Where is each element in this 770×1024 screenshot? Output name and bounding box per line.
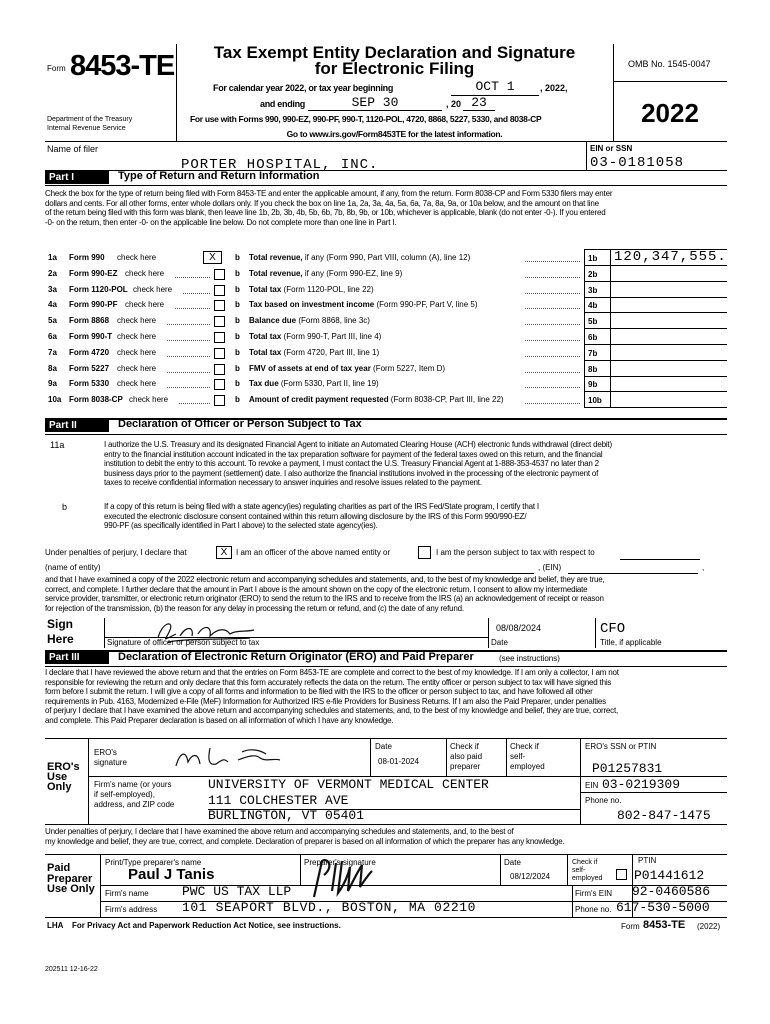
part-2-badge: Part II bbox=[45, 419, 109, 432]
line-7a-b-leader bbox=[525, 356, 580, 357]
irs-link-text[interactable]: Go to www.irs.gov/Form8453TE for the latest information. bbox=[286, 129, 503, 139]
line-7a-check-label: check here bbox=[117, 347, 157, 357]
ero-ptin-field[interactable]: P01257831 bbox=[592, 761, 663, 776]
paid-preparer-label: Paid Preparer Use Only bbox=[47, 862, 95, 895]
line-9a-b-source: (Form 5330, Part II, line 19) bbox=[278, 379, 379, 389]
ptin-label: PTIN bbox=[638, 856, 657, 865]
see-instructions: (see instructions) bbox=[499, 654, 560, 663]
check-self-employed-ero[interactable]: Check if self- employed bbox=[510, 742, 545, 771]
ein-label: EIN or SSN bbox=[590, 144, 633, 153]
ero-phone-label: Phone no. bbox=[585, 796, 622, 805]
line-1b-code: 1b bbox=[588, 254, 598, 263]
line-2a-b-label: Total revenue, bbox=[249, 268, 303, 278]
calendar-year-text: For calendar year 2022, or tax year beginning bbox=[213, 83, 394, 93]
line-2a-b-source: if any (Form 990-EZ, line 9) bbox=[302, 268, 403, 278]
preparer-self-employed-box[interactable] bbox=[616, 869, 627, 880]
line-6a-b-label: Total tax bbox=[249, 332, 282, 341]
line-3a-checkbox[interactable] bbox=[214, 285, 225, 296]
line-5a-form: Form 8868 bbox=[69, 316, 110, 326]
line-11b-number: b bbox=[62, 502, 68, 512]
ero-ein-label: EIN bbox=[585, 781, 599, 790]
line-6a-check-label: check here bbox=[117, 332, 157, 341]
line-10a-b-leader bbox=[525, 403, 580, 404]
line-2a-checkbox[interactable] bbox=[214, 269, 225, 280]
line-1b-underline bbox=[584, 265, 727, 266]
tax-year-end-year-field[interactable]: 23 bbox=[471, 95, 487, 110]
preparer-firm-ein-field[interactable]: 92-0460586 bbox=[632, 884, 711, 899]
footer-form-number: 8453-TE bbox=[643, 919, 686, 931]
line-11b-text: If a copy of this return is being filed with a state agency(ies) regulating charities as part of the IRS Fed/State program, I certify that I executed the electronic disclosure consent contained within this return allowing disclosure by the IRS of this Form 990/990-EZ/ 990-PF (as specifically identified in Part I above) to the selected state agency(ies). bbox=[104, 502, 539, 531]
here-label: Here bbox=[47, 632, 74, 646]
line-5b-code: 5b bbox=[588, 317, 598, 327]
line-7b-underline bbox=[584, 360, 727, 361]
officer-date-field[interactable]: 08/08/2024 bbox=[496, 623, 542, 633]
line-4a-b-source: (Form 990-PF, Part V, line 5) bbox=[374, 300, 478, 310]
check-also-paid-preparer[interactable]: Check if also paid preparer bbox=[450, 742, 483, 771]
line-7a-number: 7a bbox=[48, 347, 57, 357]
line-6a-number: 6a bbox=[48, 332, 57, 341]
line-5a-number: 5a bbox=[48, 316, 57, 326]
ero-ssn-label: ERO's SSN or PTIN bbox=[585, 742, 657, 751]
line-9b-underline bbox=[584, 391, 727, 392]
line-8a-b-source: (Form 5227, Item D) bbox=[370, 363, 446, 373]
line-8a-check-label: check here bbox=[117, 363, 157, 373]
line-5a-b-letter: b bbox=[235, 316, 240, 326]
line-8a-number: 8a bbox=[48, 363, 57, 373]
ein-paren-label: , (EIN) bbox=[538, 563, 562, 572]
line-3b-underline bbox=[584, 297, 727, 298]
line-5a-leader bbox=[167, 324, 210, 325]
line-9a-b-description bbox=[249, 379, 379, 388]
signature-label: Signature of officer or person subject to tax bbox=[107, 638, 260, 647]
preparer-self-employed-check[interactable]: Check if self- employed bbox=[572, 859, 603, 882]
line-6a-b-leader bbox=[525, 340, 580, 341]
irs-label: Internal Revenue Service bbox=[47, 125, 126, 132]
line-9a-checkbox[interactable] bbox=[214, 379, 225, 390]
line-5a-checkbox[interactable] bbox=[214, 316, 225, 327]
footer-form-year: (2022) bbox=[697, 922, 721, 931]
preparer-signature[interactable] bbox=[308, 855, 388, 901]
line-1a-b-source: if any (Form 990, Part VIII, column (A), line 12) bbox=[302, 253, 471, 262]
form-title-line2: for Electronic Filing bbox=[314, 59, 475, 78]
preparer-firm-name-field[interactable]: PWC US TAX LLP bbox=[182, 884, 292, 899]
line-7a-checkbox[interactable] bbox=[214, 348, 225, 359]
line-4a-checkbox[interactable] bbox=[214, 300, 225, 311]
line-8a-b-letter: b bbox=[235, 363, 240, 373]
line-10a-form: Form 8038-CP bbox=[69, 395, 123, 405]
preparer-name-field[interactable]: Paul J Tanis bbox=[128, 866, 215, 883]
line-8a-b-leader bbox=[525, 372, 580, 373]
line-1a-form: Form 990 bbox=[69, 253, 105, 262]
entity-line-right bbox=[620, 559, 700, 560]
preparer-signature-label: Preparer's signature bbox=[304, 858, 376, 867]
line-8a-checkbox[interactable] bbox=[214, 364, 225, 375]
line-2a-leader bbox=[175, 277, 210, 278]
name-of-filer-label: Name of filer bbox=[47, 144, 99, 154]
part-3-title: Declaration of Electronic Return Originator (ERO) and Paid Preparer bbox=[118, 651, 474, 663]
line-11a-number: 11a bbox=[50, 440, 65, 450]
line-4a-b-description bbox=[249, 300, 478, 309]
tax-year-large: 2022 bbox=[641, 98, 699, 128]
ero-declaration: I declare that I have reviewed the above return and that the entries on Form 8453-TE are complete and correct to the best of my knowledge. If I am only a collector, I am not responsible for reviewing the return and only declare that this form accurately reflects the data on the return. The entity officer or person subject to tax will have signed this form before I submit the return. I will give a copy of all forms and information to be filed with the IRS to the officer or person subject to tax, and have followed all other requirements in Pub. 4163, Modernized e-File (MeF) Information for Authorized IRS e-file Providers for Business Returns. If I am also the Paid Preparer, under penalties of perjury I declare that I have examined the above return and accompanying schedules and statements, and, to the best of my knowledge and belief, they are true, correct, and complete. This Paid Preparer declaration is based on all information of which I have any knowledge. bbox=[45, 668, 619, 725]
line-6a-checkbox[interactable] bbox=[214, 332, 225, 343]
line-6b-code: 6b bbox=[588, 333, 598, 342]
line-1b-amount-field[interactable]: 120,347,555. bbox=[614, 249, 727, 265]
line-3b-code: 3b bbox=[588, 285, 598, 295]
line-5b-underline bbox=[584, 328, 727, 329]
line-3a-b-source: (Form 1120-POL, line 22) bbox=[281, 284, 374, 294]
line-8a-b-label: FMV of assets at end of tax year bbox=[249, 363, 371, 373]
line-4a-leader bbox=[175, 308, 210, 309]
line-2a-form: Form 990-EZ bbox=[69, 268, 118, 278]
line-9a-form: Form 5330 bbox=[69, 379, 110, 389]
line-4a-form: Form 990-PF bbox=[69, 300, 118, 310]
preparer-date-field[interactable]: 08/12/2024 bbox=[510, 872, 551, 881]
line-10a-b-source: (Form 8038-CP, Part III, line 22) bbox=[388, 395, 504, 405]
ero-use-only-label: ERO's Use Only bbox=[47, 761, 80, 793]
ero-date-label: Date bbox=[375, 742, 392, 751]
subject-to-tax-checkbox[interactable] bbox=[418, 546, 431, 559]
filer-name-field[interactable]: PORTER HOSPITAL, INC. bbox=[181, 157, 379, 173]
line-4a-number: 4a bbox=[48, 300, 57, 310]
line-4a-b-letter: b bbox=[235, 300, 240, 310]
line-6a-b-letter: b bbox=[235, 332, 240, 341]
officer-title-field[interactable]: CFO bbox=[600, 621, 626, 637]
filer-ein-field[interactable]: 03-0181058 bbox=[590, 155, 685, 171]
line-9a-b-label: Tax due bbox=[249, 379, 279, 389]
ero-firm-ein-field[interactable]: 03-0219309 bbox=[602, 777, 681, 792]
part-1-title: Type of Return and Return Information bbox=[118, 170, 320, 182]
line-9b-code: 9b bbox=[588, 380, 598, 390]
line-10a-number: 10a bbox=[48, 395, 62, 405]
line-8a-form: Form 5227 bbox=[69, 363, 110, 373]
line-2a-b-letter: b bbox=[235, 268, 240, 278]
part-2-title: Declaration of Officer or Person Subject to Tax bbox=[118, 418, 362, 430]
line-6a-leader bbox=[167, 340, 210, 341]
line-7a-form: Form 4720 bbox=[69, 347, 110, 357]
line-3a-b-leader bbox=[525, 293, 580, 294]
line-6a-b-source: (Form 990-T, Part III, line 4) bbox=[281, 332, 382, 341]
officer-checkbox[interactable]: X bbox=[216, 546, 232, 559]
officer-declaration: and that I have examined a copy of the 2022 electronic return and accompanying schedules and statements, and, to the best of my knowledge and belief, they are true, correct, and complete. I further declare that the amount in Part I above is the amount shown on the copy of the electronic return. I consent to allow my intermediate service provider, transmitter, or electronic return originator (ERO) to send the return to the IRS and to receive from the IRS (a) an acknowledgement of receipt or reason for rejection of the transmission, (b) the reason for any delay in processing the return or refund, and (c) the date of any refund. bbox=[45, 575, 605, 613]
line-6a-b-description bbox=[249, 332, 381, 341]
line-3a-b-label: Total tax bbox=[249, 284, 282, 294]
line-3a-b-description bbox=[249, 285, 374, 294]
dept-treasury: Department of the Treasury bbox=[47, 116, 133, 123]
ero-signature-label: ERO's signature bbox=[94, 748, 127, 767]
name-of-entity-label: (name of entity) bbox=[45, 563, 101, 572]
firm-address-label: Firm's address bbox=[105, 905, 158, 914]
preparer-penalties: Under penalties of perjury, I declare that I have examined the above return and accompanying schedules and statements, and, to the best of my knowledge and belief, they are true, correct, and complete. Declaration of preparer is based on all information of which the preparer has any knowledge. bbox=[45, 827, 565, 846]
line-10a-b-label: Amount of credit payment requested bbox=[249, 395, 389, 405]
line-8b-underline bbox=[584, 376, 727, 377]
line-2a-b-description bbox=[249, 269, 402, 278]
line-1a-check-label: check here bbox=[117, 253, 157, 262]
part-3-badge: Part III bbox=[45, 651, 109, 664]
line-6a-form: Form 990-T bbox=[69, 332, 113, 341]
line-4a-check-label: check here bbox=[125, 300, 165, 310]
sign-label: Sign bbox=[47, 617, 73, 631]
line-10b-underline bbox=[584, 407, 727, 408]
line-1a-b-description bbox=[249, 253, 470, 262]
line-3a-form: Form 1120-POL bbox=[69, 284, 128, 294]
line-10a-checkbox[interactable] bbox=[214, 395, 225, 406]
firm-ein-label: Firm's EIN bbox=[575, 889, 613, 898]
line-7a-b-source: (Form 4720, Part III, line 1) bbox=[281, 347, 380, 357]
tax-year-end-field[interactable]: SEP 30 bbox=[351, 95, 399, 110]
line-5a-b-source: (Form 8868, line 3c) bbox=[296, 316, 370, 326]
line-1a-b-leader bbox=[525, 261, 580, 262]
subject-to-tax-text: I am the person subject to tax with respect to bbox=[436, 548, 595, 557]
line-9a-b-leader bbox=[525, 387, 580, 388]
preparer-firm-address-field[interactable]: 101 SEAPORT BLVD., BOSTON, MA 02210 bbox=[182, 900, 477, 915]
ero-firm-address-field[interactable]: 111 COLCHESTER AVE bbox=[208, 793, 349, 808]
line-8a-b-description bbox=[249, 364, 445, 373]
line-3a-leader bbox=[183, 293, 210, 294]
firm-name-label-2: Firm's name bbox=[105, 889, 149, 898]
form-number: 8453-TE bbox=[70, 50, 175, 82]
line-9a-number: 9a bbox=[48, 379, 57, 389]
line-1a-b-label: Total revenue, bbox=[249, 253, 303, 262]
year-suffix: , 2022, bbox=[540, 83, 568, 93]
preparer-date-label: Date bbox=[504, 858, 521, 867]
line-5a-b-label: Balance due bbox=[249, 316, 297, 326]
line-10a-check-label: check here bbox=[129, 395, 169, 405]
preparer-name-label: Print/Type preparer's name bbox=[105, 858, 202, 867]
line-4a-b-label: Tax based on investment income bbox=[249, 300, 375, 310]
ero-phone-field[interactable]: 802-847-1475 bbox=[617, 808, 711, 823]
line-2a-number: 2a bbox=[48, 268, 57, 278]
firm-name-label: Firm's name (or yours if self-employed), address, and ZIP code bbox=[94, 780, 175, 809]
ero-firm-name-field[interactable]: UNIVERSITY OF VERMONT MEDICAL CENTER bbox=[208, 777, 489, 792]
line-10a-leader bbox=[179, 403, 210, 404]
line-5a-check-label: check here bbox=[117, 316, 157, 326]
preparer-ptin-field[interactable]: P01441612 bbox=[634, 868, 705, 883]
preparer-phone-field[interactable]: 617-530-5000 bbox=[616, 900, 710, 915]
line-6b-underline bbox=[584, 344, 727, 345]
line-10b-code: 10b bbox=[588, 396, 602, 406]
line-8a-leader bbox=[167, 372, 210, 373]
line-4b-code: 4b bbox=[588, 301, 598, 311]
line-11a-text: I authorize the U.S. Treasury and its designated Financial Agent to initiate an Automated Clearing House (ACH) electronic funds withdrawal (direct debit) entry to the financial institution account indicated in the tax preparation software for payment of the federal taxes owed on this return, and the financial institution to debit the entry to this account. To revoke a payment, I must contact the U.S. Treasury Financial Agent at 1-888-353-4537 no later than 2 business days prior to the payment (settlement) date. I also authorize the financial institutions involved in the processing of the electronic payment of taxes to receive confidential information necessary to answer inquiries and resolve issues related to the payment. bbox=[104, 440, 612, 488]
line-7a-b-description bbox=[249, 348, 379, 357]
ero-firm-city-field[interactable]: BURLINGTON, VT 05401 bbox=[208, 808, 365, 823]
line-3a-number: 3a bbox=[48, 284, 57, 294]
end-year-prefix: , 20 bbox=[446, 99, 462, 109]
form-code: 202511 12-16-22 bbox=[45, 966, 98, 973]
form-title-line1: Tax Exempt Entity Declaration and Signature bbox=[213, 43, 576, 62]
privacy-notice: For Privacy Act and Paperwork Reduction Act Notice, see instructions. bbox=[72, 921, 341, 930]
line-4b-underline bbox=[584, 312, 727, 313]
line-2a-check-label: check here bbox=[125, 268, 165, 278]
entity-comma: , bbox=[702, 563, 705, 572]
penalties-prefix: Under penalties of perjury, I declare that bbox=[45, 548, 187, 557]
use-with-forms: For use with Forms 990, 990-EZ, 990-PF, 990-T, 1120-POL, 4720, 8868, 5227, 5330, and 8038-CP bbox=[190, 114, 542, 124]
line-1a-checkbox[interactable]: X bbox=[203, 251, 222, 264]
line-1a-b-letter: b bbox=[235, 253, 240, 262]
officer-text: I am an officer of the above named entity or bbox=[236, 548, 391, 557]
and-ending-label: and ending bbox=[260, 99, 305, 109]
part-1-instructions: Check the box for the type of return being filed with Form 8453-TE and enter the applicable amount, if any, from the return. Form 8038-CP and Form 5330 filers may enter dollars and cents. For all other forms, enter whole dollars only. If you check the box on line 1a, 2a, 3a, 4a, 5a, 6a, 7a, 8a, 9a, or 10a below, and the amount on that line of the return being filed with this form was blank, then leave line 1b, 2b, 3b, 4b, 5b, 6b, 7b, 8b, 9b, or 10b, whichever is applicable, blank (do not enter -0-). If you entered -0- on the return, then enter -0- on the applicable line below. Do not complete more than one line in Part I. bbox=[45, 189, 613, 227]
tax-year-begin-field[interactable]: OCT 1 bbox=[475, 79, 515, 94]
part-1-badge: Part I bbox=[45, 171, 109, 184]
form-label: Form bbox=[47, 64, 66, 73]
line-10a-b-description bbox=[249, 395, 504, 404]
title-label: Title, if applicable bbox=[600, 638, 662, 647]
preparer-phone-label: Phone no. bbox=[575, 905, 612, 914]
line-9a-b-letter: b bbox=[235, 379, 240, 389]
ero-signature[interactable] bbox=[170, 742, 290, 774]
line-2b-underline bbox=[584, 281, 727, 282]
line-5a-b-leader bbox=[525, 324, 580, 325]
line-9a-leader bbox=[167, 387, 210, 388]
line-2a-b-leader bbox=[525, 277, 580, 278]
line-7a-b-letter: b bbox=[235, 347, 240, 357]
date-label: Date bbox=[491, 638, 508, 647]
line-7a-leader bbox=[167, 356, 210, 357]
line-3a-b-letter: b bbox=[235, 284, 240, 294]
line-8b-code: 8b bbox=[588, 364, 598, 374]
line-5a-b-description bbox=[249, 316, 370, 325]
line-9a-check-label: check here bbox=[117, 379, 157, 389]
omb-number: OMB No. 1545-0047 bbox=[628, 59, 711, 69]
line-7a-b-label: Total tax bbox=[249, 347, 282, 357]
line-1a-number: 1a bbox=[48, 253, 57, 262]
ero-date-field[interactable]: 08-01-2024 bbox=[378, 757, 419, 766]
lha-label: LHA bbox=[47, 921, 64, 930]
line-10a-b-letter: b bbox=[235, 395, 240, 405]
line-3a-check-label: check here bbox=[133, 284, 173, 294]
line-2b-code: 2b bbox=[588, 269, 598, 279]
line-7b-code: 7b bbox=[588, 348, 598, 358]
footer-form-label: Form bbox=[621, 922, 640, 931]
line-4a-b-leader bbox=[525, 308, 580, 309]
